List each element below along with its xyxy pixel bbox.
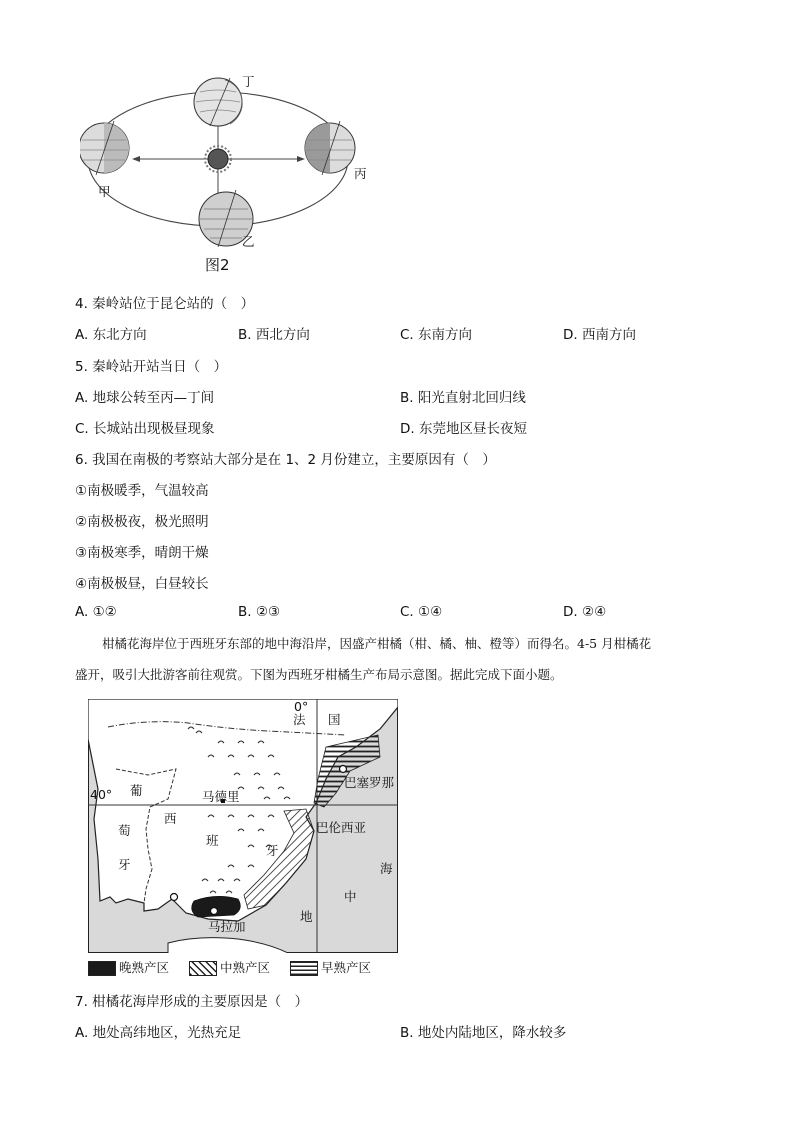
sun-icon <box>205 146 231 172</box>
sea-char-2: 中 <box>344 889 357 904</box>
malaga-marker <box>211 908 218 915</box>
spain-char-1: 西 <box>164 811 177 826</box>
earth-ding <box>194 78 242 126</box>
mid-swatch <box>189 961 217 976</box>
q7-option-a: A. 地处高纬地区，光热充足 <box>75 1025 242 1041</box>
q7-option-b: B. 地处内陆地区，降水较多 <box>400 1025 567 1041</box>
orbit-figure <box>80 64 380 279</box>
q5-option-d: D. 东莞地区昼长夜短 <box>400 421 527 437</box>
q5-option-b: B. 阳光直射北回归线 <box>400 390 526 406</box>
q4-option-b: B. 西北方向 <box>238 327 310 343</box>
question-4-stem: 4. 秦岭站位于昆仑站的（ ） <box>75 296 255 312</box>
lat-40-label: 40° <box>90 787 113 802</box>
map-legend <box>88 958 371 976</box>
q4-option-a: A. 东北方向 <box>75 327 147 343</box>
q4-option-d: D. 西南方向 <box>563 327 636 343</box>
label-jia: 甲 <box>98 184 111 199</box>
portugal-char-2: 萄 <box>118 823 131 838</box>
spain-char-2: 班 <box>206 833 219 848</box>
barcelona-marker <box>340 766 347 773</box>
q5-option-c: C. 长城站出现极昼现象 <box>75 421 215 437</box>
early-swatch <box>290 961 318 976</box>
q6-statement-3: ③南极寒季，晴朗干燥 <box>75 545 209 561</box>
portugal-char-1: 葡 <box>130 783 143 798</box>
q6-option-a: A. ①② <box>75 604 117 620</box>
legend-late: 晚熟产区 <box>119 960 170 975</box>
spain-citrus-map <box>88 699 398 953</box>
q4-option-c: C. 东南方向 <box>400 327 473 343</box>
q6-option-b: B. ②③ <box>238 604 281 620</box>
spain-char-3: 牙 <box>266 843 279 858</box>
label-bing: 丙 <box>354 166 367 181</box>
q6-option-d: D. ②④ <box>563 604 607 620</box>
question-6-stem: 6. 我国在南极的考察站大部分是在 1、2 月份建立，主要原因有（ ） <box>75 452 496 468</box>
valencia-label: 巴伦西亚 <box>316 820 367 835</box>
sea-char-1: 海 <box>380 861 393 876</box>
city-marker <box>171 894 178 901</box>
q6-statement-1: ①南极暖季，气温较高 <box>75 483 209 499</box>
question-7-stem: 7. 柑橘花海岸形成的主要原因是（ ） <box>75 994 309 1010</box>
q5-option-a: A. 地球公转至丙—丁间 <box>75 390 215 406</box>
legend-early: 早熟产区 <box>320 960 371 975</box>
france-label-1: 法 <box>293 712 306 727</box>
earth-jia <box>80 121 129 175</box>
q6-statement-4: ④南极极昼，白昼较长 <box>75 576 209 592</box>
france-label-2: 国 <box>328 712 341 727</box>
malaga-label: 马拉加 <box>208 919 246 934</box>
label-ding: 丁 <box>242 74 255 89</box>
late-swatch <box>88 961 116 976</box>
legend-mid: 中熟产区 <box>219 960 270 975</box>
figure-caption: 图2 <box>205 256 230 274</box>
q6-option-c: C. ①④ <box>400 604 443 620</box>
barcelona-label: 巴塞罗那 <box>344 775 395 790</box>
label-yi: 乙 <box>242 234 255 249</box>
question-5-stem: 5. 秦岭站开站当日（ ） <box>75 359 228 375</box>
lon-0-label: 0° <box>294 699 309 714</box>
sea-char-3: 地 <box>300 909 313 924</box>
madrid-label: 马德里 <box>202 789 240 804</box>
passage-line-1: 柑橘花海岸位于西班牙东部的地中海沿岸，因盛产柑橘（柑、橘、柚、橙等）而得名。4-5 月柑橘花 <box>102 636 652 651</box>
q6-statement-2: ②南极极夜，极光照明 <box>75 514 209 530</box>
portugal-char-3: 牙 <box>118 857 131 872</box>
orbit-diagram <box>80 64 380 279</box>
passage-line-2: 盛开，吸引大批游客前往观赏。下图为西班牙柑橘生产布局示意图。据此完成下面小题。 <box>75 667 563 682</box>
